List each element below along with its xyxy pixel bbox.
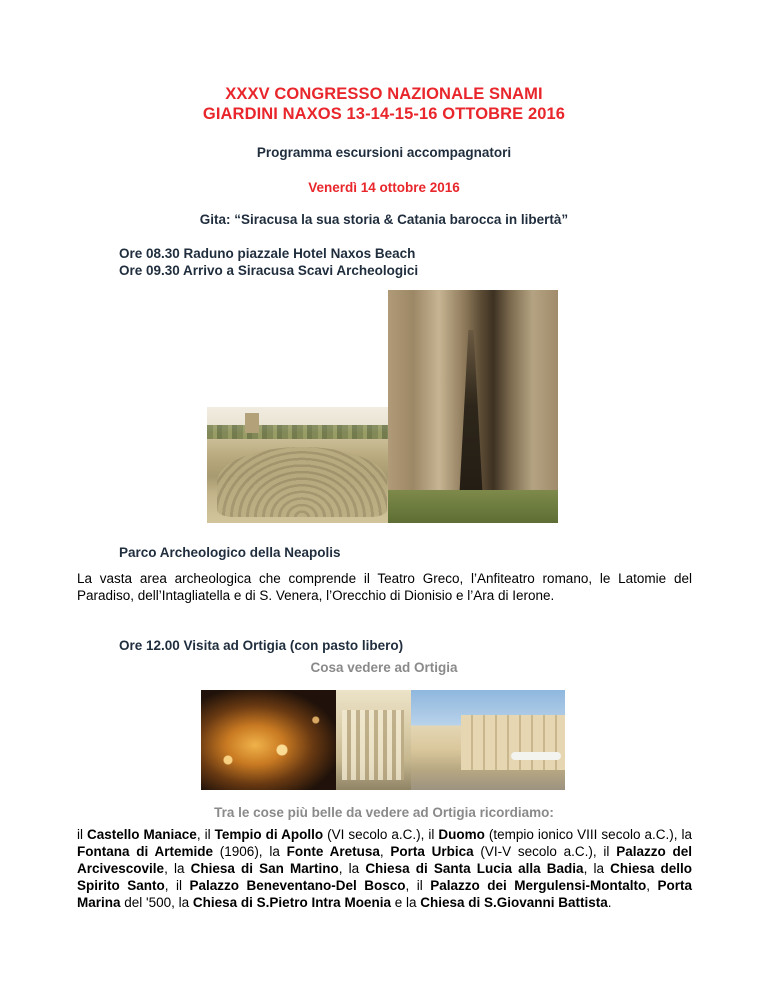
ortigia-sights-list: il Castello Maniace, il Tempio di Apollo (VI secolo a.C.), il Duomo (tempio ionico VIII secolo a.C.), la Fontana di Artemide (1906), la Fonte Aretusa, Porta Urbica (VI-V secolo a.C.), il Palazzo del Arcivescovile, la Chiesa di San Martino, la Chiesa di Santa Lucia alla Badia, la Chiesa dello Spirito Santo, il Palazzo Beneventano-Del Bosco, il Palazzo dei Mergulensi-Montalto, Porta Marina del '500, la Chiesa di S.Pietro Intra Moenia e la Chiesa di S.Giovanni Battista. (77, 827, 693, 910)
ortigia-intro: Tra le cose più belle da vedere ad Ortigia ricordiamo: (214, 805, 554, 820)
schedule-item-1: Ore 08.30 Raduno piazzale Hotel Naxos Beach (119, 246, 416, 261)
trip-title: Gita: “Siracusa la sua storia & Catania barocca in libertà” (199, 212, 569, 227)
greek-theatre-photo (207, 407, 392, 523)
neapolis-description: La vasta area archeologica che comprende il Teatro Greco, l’Anfiteatro romano, le Latomie del Paradiso, dell’Intagliatella e di S. Venera, l’Orecchio di Dionisio e l’Ara di Ierone. (77, 571, 692, 603)
schedule-item-3: Ore 12.00 Visita ad Ortigia (con pasto libero) (119, 638, 404, 653)
day-date: Venerdì 14 ottobre 2016 (308, 180, 460, 195)
fountain-of-artemis-photo (201, 690, 336, 790)
ortigia-heading: Cosa vedere ad Ortigia (310, 660, 458, 675)
title-line-1: XXXV CONGRESSO NAZIONALE SNAMI (225, 85, 543, 103)
ortigia-street-photo (411, 690, 565, 790)
ear-of-dionysius-photo (388, 290, 558, 523)
neapolis-heading: Parco Archeologico della Neapolis (119, 545, 341, 560)
schedule-item-2: Ore 09.30 Arrivo a Siracusa Scavi Archeologici (119, 263, 419, 278)
duomo-photo (336, 690, 411, 790)
title-line-2: GIARDINI NAXOS 13-14-15-16 OTTOBRE 2016 (202, 105, 566, 123)
subtitle: Programma escursioni accompagnatori (256, 145, 512, 160)
